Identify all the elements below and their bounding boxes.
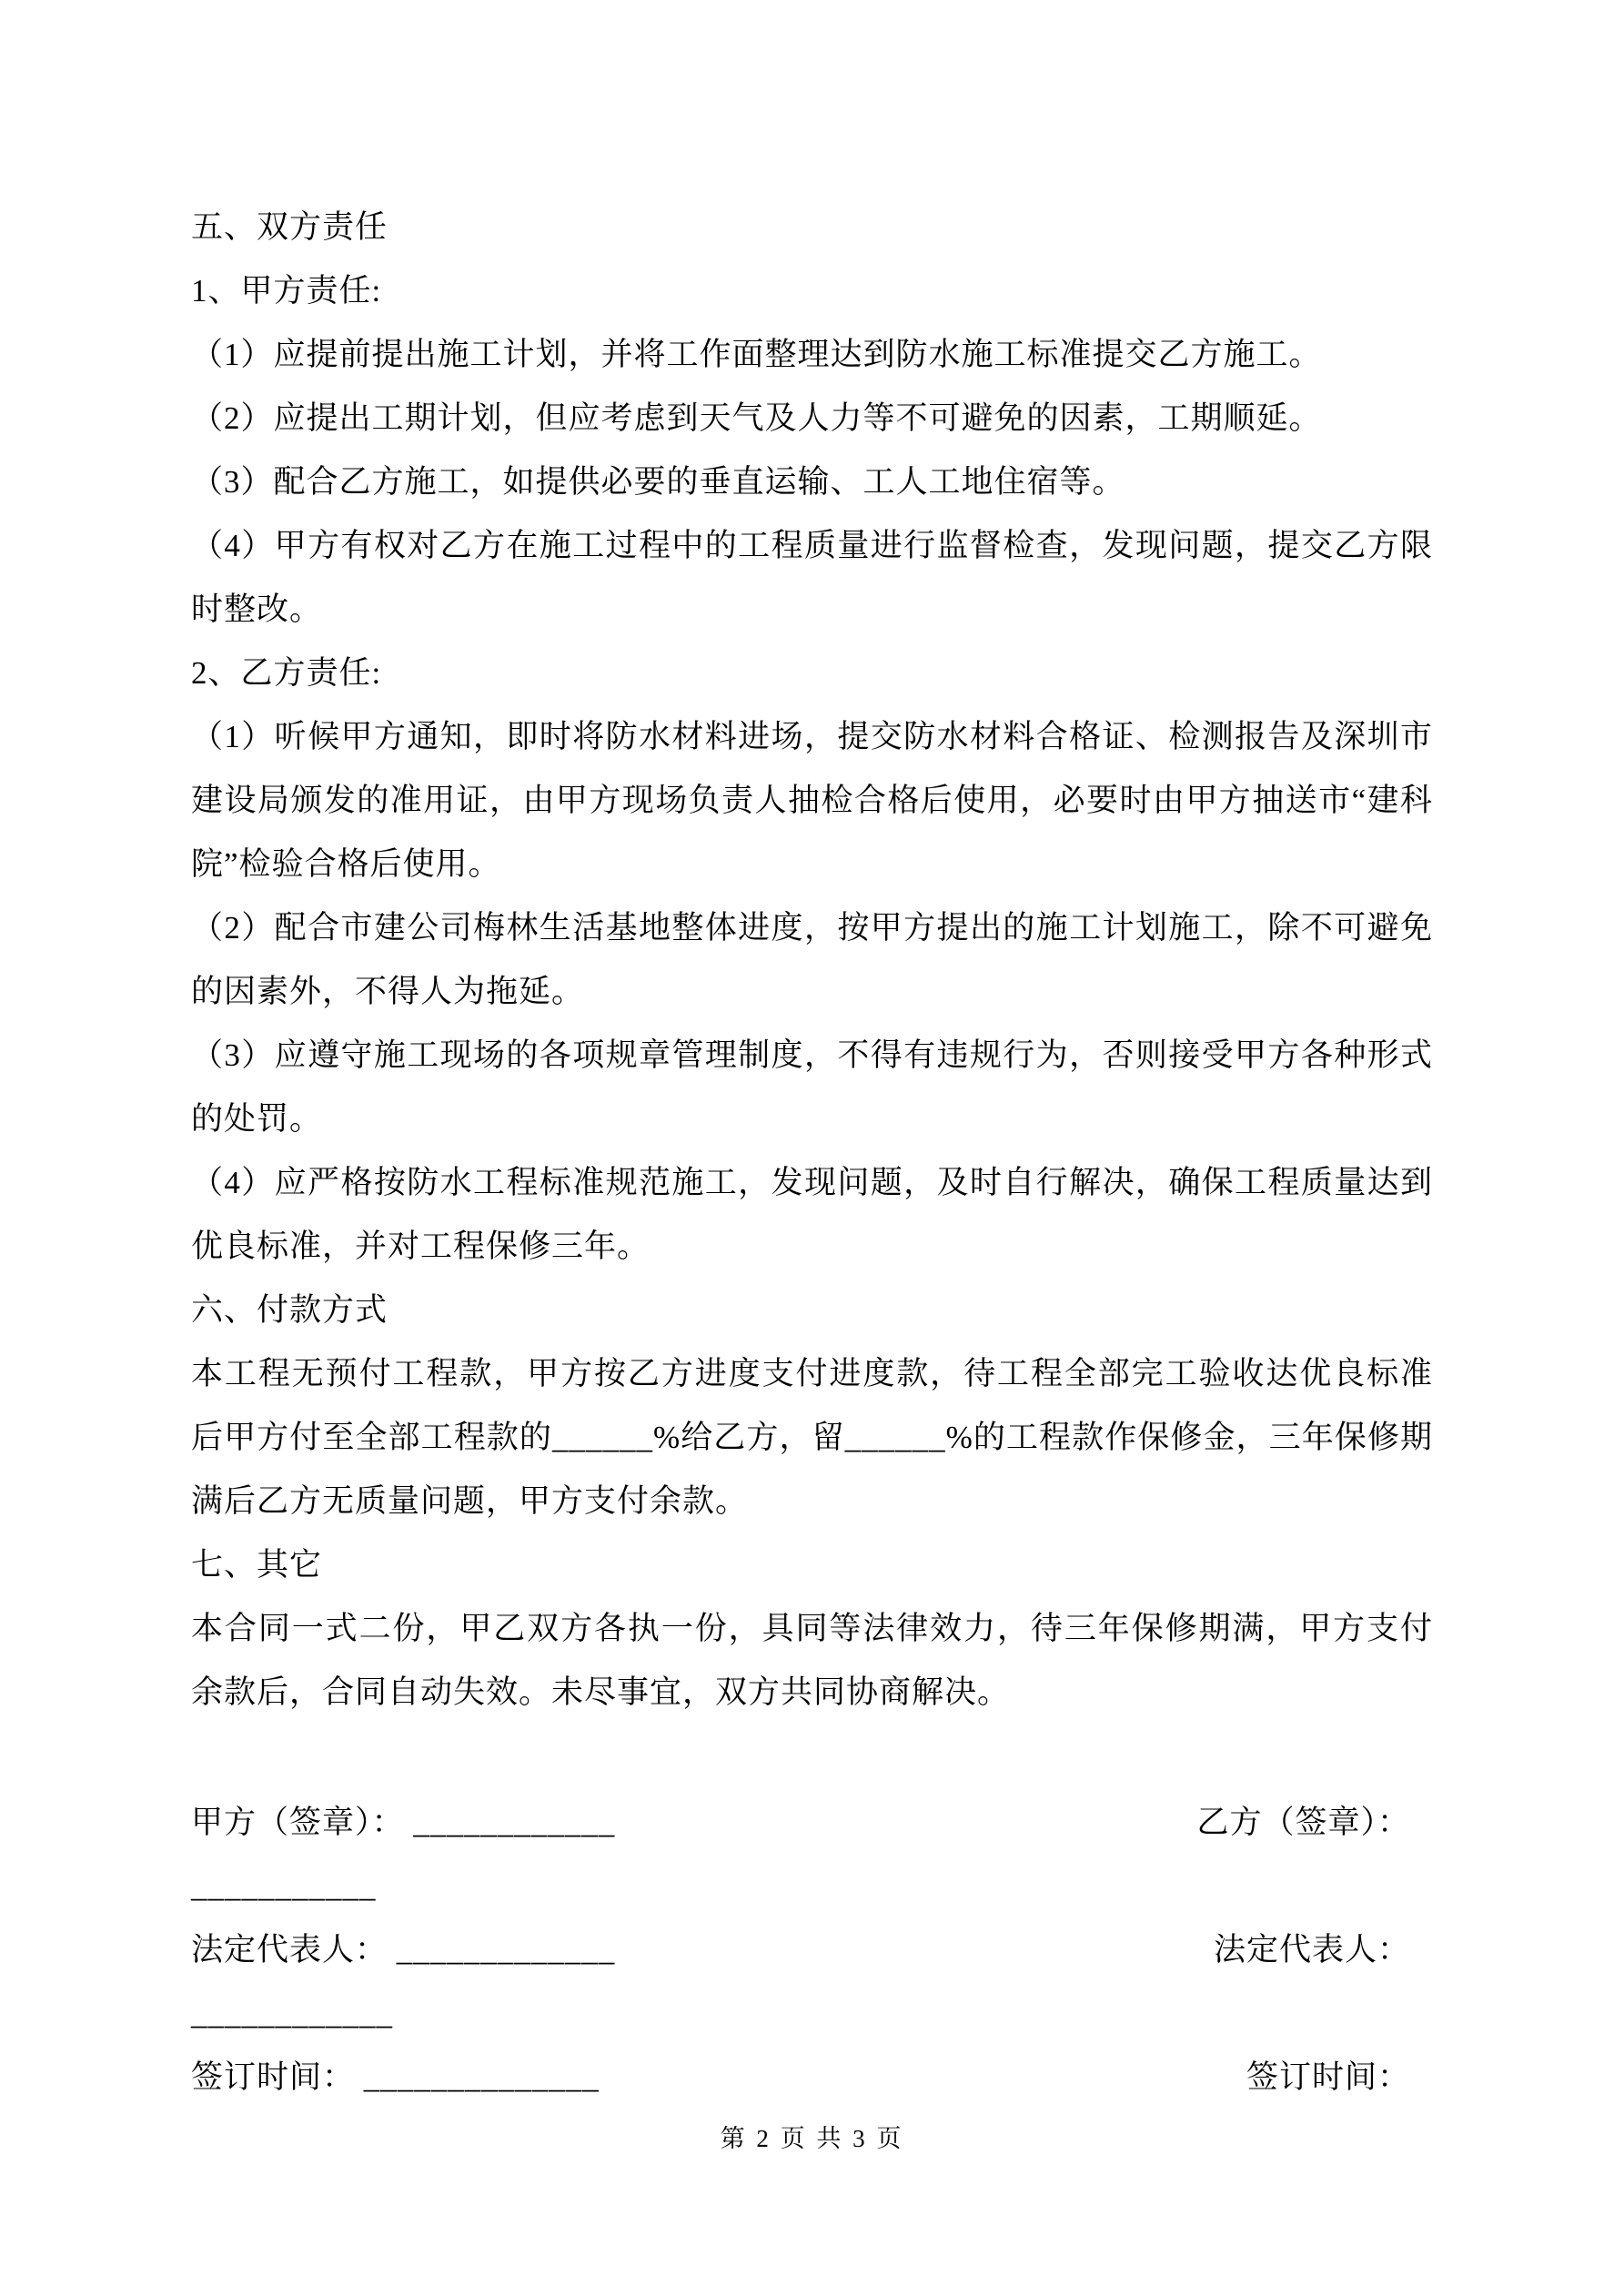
signature-row-seal-blank-continued [0, 1855, 1624, 1918]
heading-party-b-duties: 2、乙方责任: [191, 655, 382, 691]
signature-row-seal [0, 1791, 1624, 1855]
para-party-b-duty-4: （4）应严格按防水工程标准规范施工，发现问题，及时自行解决，确保工程质量达到优良标准，并对工程保修三年。 [191, 1165, 1433, 1264]
page-number-footer: 第 2 页 共 3 页 [720, 2125, 904, 2152]
para-party-b-duty-1: （1）听候甲方通知，即时将防水材料进场，提交防水材料合格证、检测报告及深圳市建设局颁发的准用证，由甲方现场负责人抽检合格后使用，必要时由甲方抽送市“建科院”检验合格后使用。 [191, 719, 1433, 882]
sign-date-b-label: 签订时间： [1246, 2059, 1410, 2095]
para-party-b-duty-3: （3）应遵守施工现场的各项规章管理制度，不得有违规行为，否则接受甲方各种形式的处罚。 [191, 1037, 1433, 1137]
legal-rep-a-blank: _____________ [388, 1932, 616, 1967]
legal-rep-a [191, 1918, 615, 1982]
legal-rep-a-label: 法定代表人： [191, 1932, 388, 1967]
sign-date-a-blank: ______________ [355, 2059, 600, 2095]
para-party-a-duty-2: （2）应提出工期计划，但应考虑到天气及人力等不可避免的因素，工期顺延。 [191, 400, 1322, 436]
contract-body [191, 196, 1433, 1725]
signature-row-legal-rep-blank-continued [0, 1982, 1624, 2046]
heading-party-a-duties: 1、甲方责任: [191, 273, 382, 308]
sign-date-a [191, 2046, 600, 2109]
signature-row-legal-rep [0, 1918, 1624, 1982]
para-other-terms: 本合同一式二份，甲乙双方各执一份，具同等法律效力，待三年保修期满，甲方支付余款后，合同自动失效。未尽事宜，双方共同协商解决。 [191, 1611, 1433, 1710]
party-a-seal-blank: ____________ [404, 1805, 616, 1840]
legal-rep-b-label: 法定代表人： [1213, 1932, 1410, 1967]
para-payment-terms: 本工程无预付工程款，甲方按乙方进度支付进度款，待工程全部完工验收达优良标准后甲方付至全部工程款的______%给乙方，留______%的工程款作保修金，三年保修期满后乙方无质量问题，甲方支付余款。 [191, 1356, 1433, 1519]
para-party-a-duty-4: （4）甲方有权对乙方在施工过程中的工程质量进行监督检查，发现问题，提交乙方限时整改。 [191, 528, 1433, 627]
para-party-a-duty-3: （3）配合乙方施工，如提供必要的垂直运输、工人工地住宿等。 [191, 464, 1125, 500]
sign-date-a-label: 签订时间： [191, 2059, 356, 2095]
party-a-seal-blank-continued: ___________ [191, 1868, 377, 1904]
para-party-b-duty-2: （2）配合市建公司梅林生活基地整体进度，按甲方提出的施工计划施工，除不可避免的因素外，不得人为拖延。 [191, 910, 1433, 1009]
party-a-seal [191, 1791, 615, 1855]
heading-section-5: 五、双方责任 [191, 209, 388, 245]
heading-section-6-payment: 六、付款方式 [191, 1292, 388, 1328]
party-b-seal-label: 乙方（签章）： [1196, 1805, 1410, 1840]
legal-rep-a-blank-continued: ____________ [191, 1996, 393, 2031]
party-a-seal-label: 甲方（签章）： [191, 1805, 405, 1840]
heading-section-7-other: 七、其它 [191, 1547, 323, 1583]
para-party-a-duty-1: （1）应提前提出施工计划，并将工作面整理达到防水施工标准提交乙方施工。 [191, 337, 1322, 372]
signature-row-sign-date [0, 2046, 1624, 2109]
